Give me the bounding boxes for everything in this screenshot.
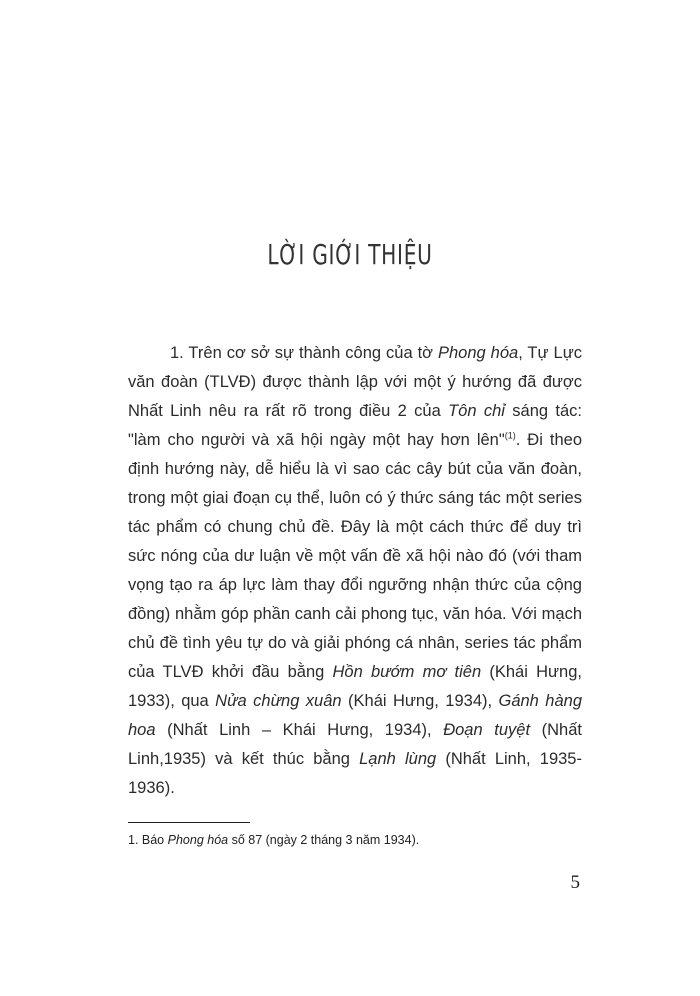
text-run: . Đi theo định hướng này, dễ hiểu là vì sao các cây bút của văn đoàn, trong một giai đoạn cụ thể, luôn có ý thức sáng tác một series tác phẩm có chung chủ đề. Đây là một cách thức để duy trì sức nóng của dư luận về một vấn đề xã hội nào đó (với tham vọng tạo ra áp lực làm thay đổi ngưỡng nhận thức của cộng đồng) nhằm góp phần canh cải phong tục, văn hóa. Với mạch chủ đề tình yêu tự do và giải phóng cá nhân, series tác phẩm của TLVĐ khởi đầu bằng bbox=[128, 431, 582, 681]
text-run: (Nhất Linh,1935) và kết thúc bằng bbox=[128, 721, 582, 768]
body-paragraph bbox=[128, 339, 582, 803]
text-run: (Nhất Linh, 1935-1936). bbox=[128, 750, 582, 797]
italic-title-nua-chung-xuan: Nửa chừng xuân bbox=[215, 692, 342, 710]
chapter-title: LỜI GIỚI THIỆU bbox=[267, 238, 433, 271]
text-run: , Tự Lực văn đoàn (TLVĐ) được thành lập với một ý hướng đã được Nhất Linh nêu ra rất rõ trong điều 2 của bbox=[128, 344, 582, 420]
footnote-divider bbox=[128, 822, 250, 823]
footnote-prefix: 1. Báo bbox=[128, 833, 168, 847]
italic-title-ton-chi: Tôn chỉ bbox=[448, 402, 505, 420]
footnote-italic-title: Phong hóa bbox=[167, 833, 229, 847]
text-run: (Khái Hưng, 1934), bbox=[341, 692, 499, 710]
italic-title-lanh-lung: Lạnh lùng bbox=[359, 750, 437, 768]
text-run: (Khái Hưng, 1933), qua bbox=[128, 663, 582, 710]
text-run: sáng tác: "làm cho người và xã hội ngày một hay hơn lên" bbox=[128, 402, 582, 449]
page-number: 5 bbox=[570, 872, 580, 893]
text-run: 1. Trên cơ sở sự thành công của tờ bbox=[170, 344, 438, 362]
italic-title-hon-buom-mo-tien: Hồn bướm mơ tiên bbox=[332, 663, 482, 681]
text-run: (Nhất Linh – Khái Hưng, 1934), bbox=[155, 721, 444, 739]
footnote-suffix: số 87 (ngày 2 tháng 3 năm 1934). bbox=[228, 833, 420, 847]
italic-title-phong-hoa: Phong hóa bbox=[437, 344, 519, 362]
footnote-reference[interactable]: (1) bbox=[504, 430, 516, 441]
italic-title-doan-tuyet: Đoạn tuyệt bbox=[443, 721, 531, 739]
footnote bbox=[128, 833, 588, 847]
italic-title-ganh-hang-hoa: Gánh hàng hoa bbox=[128, 692, 582, 739]
